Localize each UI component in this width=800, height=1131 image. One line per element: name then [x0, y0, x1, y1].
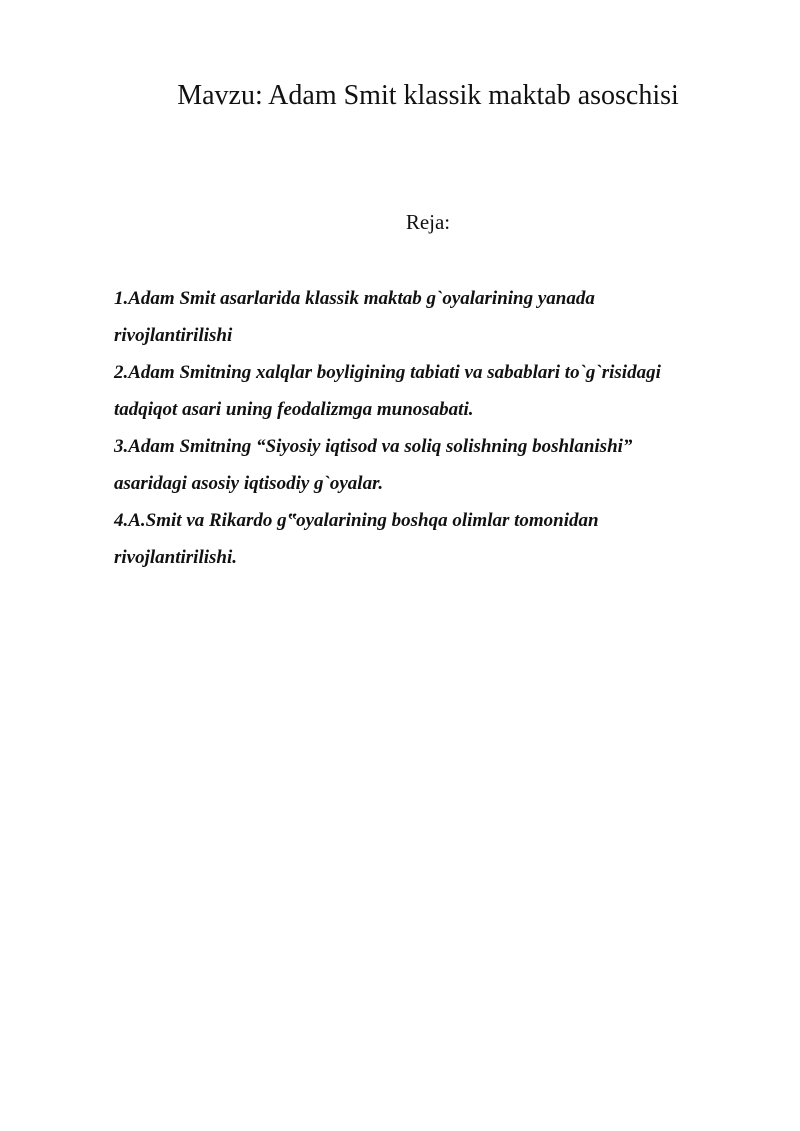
plan-item-line: 3.Adam Smitning “Siyosiy iqtisod va soliq solishning boshlanishi” [114, 436, 633, 457]
plan-item-line: rivojlantirilishi. [114, 547, 238, 568]
plan-item-line: tadqiqot asari uning feodalizmga munosabati. [114, 399, 474, 420]
plan-item-line: 2.Adam Smitning xalqlar boyligining tabiati va sabablari to`g`risidagi [114, 362, 661, 383]
plan-item [114, 428, 754, 502]
plan-item-line: 1.Adam Smit asarlarida klassik maktab g`oyalarining yanada [114, 288, 595, 309]
plan-heading: Reja: [405, 210, 451, 234]
plan-item [114, 354, 754, 428]
plan-item-line: 4.A.Smit va Rikardo g‟oyalarining boshqa olimlar tomonidan [114, 510, 599, 531]
plan-item-line: rivojlantirilishi [114, 325, 233, 346]
plan-item [114, 280, 754, 354]
plan-list [114, 280, 754, 576]
document-title: Mavzu: Adam Smit klassik maktab asoschisi [177, 80, 679, 111]
plan-item [114, 502, 754, 576]
plan-item-line: asaridagi asosiy iqtisodiy g`oyalar. [114, 473, 384, 494]
